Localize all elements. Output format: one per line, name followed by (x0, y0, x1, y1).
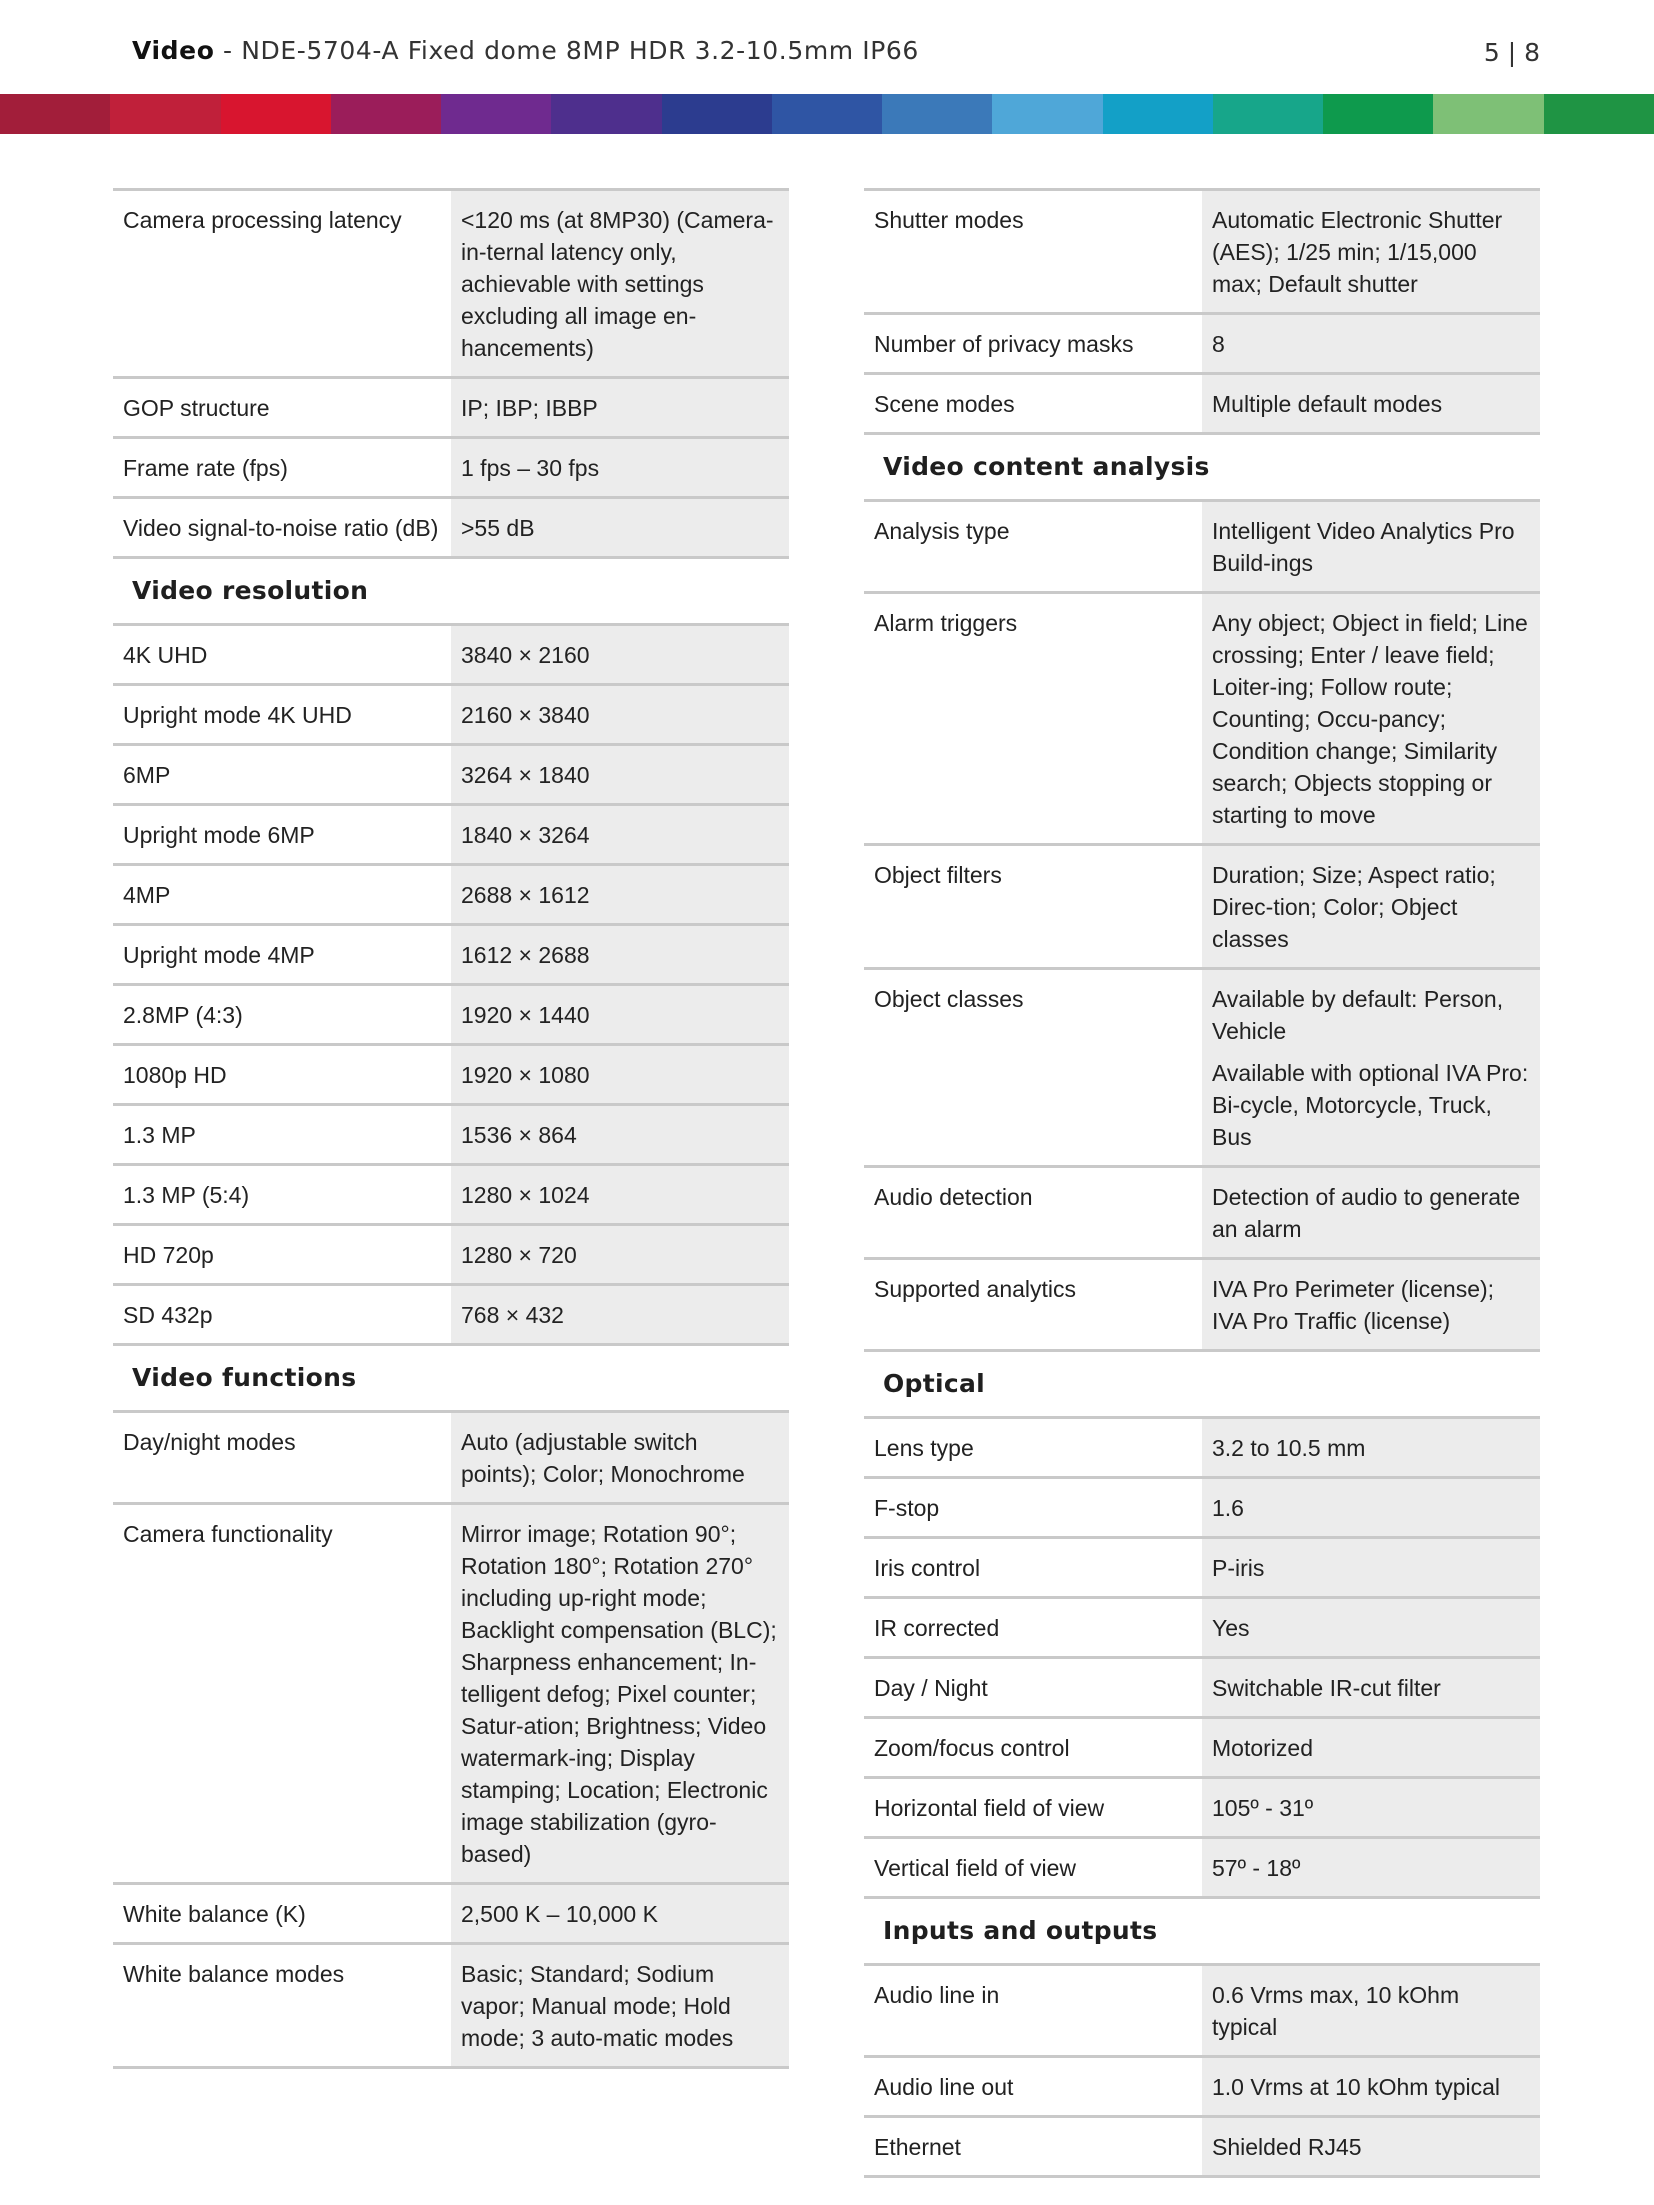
spec-label: Day / Night (864, 1658, 1202, 1718)
spec-value-text: 1920 × 1080 (461, 1062, 590, 1088)
color-band-segment (1103, 94, 1213, 134)
spec-row (113, 1504, 789, 1884)
spec-label: Frame rate (fps) (113, 438, 451, 498)
spec-row (864, 2117, 1540, 2177)
spec-row (113, 1225, 789, 1285)
section-heading-video-content-analysis: Video content analysis (864, 434, 1540, 501)
spec-value (451, 865, 789, 925)
spec-value (1202, 314, 1540, 374)
spec-label: Vertical field of view (864, 1838, 1202, 1898)
spec-row (864, 314, 1540, 374)
spec-value-text: <120 ms (at 8MP30) (Camera-in-ternal latency only, achievable with settings excluding all image en-hancements) (461, 207, 774, 361)
spec-label: Alarm triggers (864, 593, 1202, 845)
spec-value-text: >55 dB (461, 515, 535, 541)
spec-label: Analysis type (864, 501, 1202, 593)
spec-row (864, 1778, 1540, 1838)
spec-row (864, 1965, 1540, 2057)
spec-label: 2.8MP (4:3) (113, 985, 451, 1045)
spec-value-text: Motorized (1212, 1735, 1313, 1761)
spec-value-text: Basic; Standard; Sodium vapor; Manual mode; Hold mode; 3 auto-matic modes (461, 1961, 734, 2051)
spec-value-text: 1280 × 1024 (461, 1182, 590, 1208)
spec-row (864, 1167, 1540, 1259)
spec-label: Camera processing latency (113, 190, 451, 378)
spec-label: Audio line out (864, 2057, 1202, 2117)
right-spec-table (864, 188, 1540, 2178)
page-number: 5 | 8 (1483, 38, 1540, 67)
spec-label: White balance modes (113, 1944, 451, 2068)
spec-row (113, 498, 789, 558)
spec-value (451, 1944, 789, 2068)
spec-value-text: Multiple default modes (1212, 391, 1443, 417)
spec-value-text: Auto (adjustable switch points); Color; Monochrome (461, 1429, 745, 1487)
spec-value (1202, 1718, 1540, 1778)
spec-value-text: 8 (1212, 331, 1225, 357)
spec-value-text: Any object; Object in field; Line crossing; Enter / leave field; Loiter-ing; Follow route; Counting; Occu-pancy; Condition change; Similarity search; Objects stopping or starting to move (1212, 610, 1528, 828)
spec-row (113, 925, 789, 985)
spec-label: Supported analytics (864, 1259, 1202, 1351)
spec-label: Object filters (864, 845, 1202, 969)
spec-row (113, 805, 789, 865)
spec-value (1202, 1658, 1540, 1718)
spec-value-text: 1.6 (1212, 1495, 1244, 1521)
spec-label: Object classes (864, 969, 1202, 1167)
spec-row (113, 1045, 789, 1105)
spec-row (113, 1105, 789, 1165)
color-band-segment (0, 94, 110, 134)
spec-row (113, 1884, 789, 1944)
spec-value-text: IVA Pro Perimeter (license); IVA Pro Traffic (license) (1212, 1276, 1495, 1334)
spec-value (451, 190, 789, 378)
spec-row (864, 1598, 1540, 1658)
spec-value (451, 1884, 789, 1944)
spec-label: Iris control (864, 1538, 1202, 1598)
spec-value (1202, 374, 1540, 434)
spec-value-text: 105º - 31º (1212, 1795, 1314, 1821)
spec-row (864, 190, 1540, 314)
spec-row (864, 845, 1540, 969)
spec-value (451, 1225, 789, 1285)
spec-value-text: 1 fps – 30 fps (461, 455, 600, 481)
spec-value-text: P-iris (1212, 1555, 1265, 1581)
spec-value (451, 625, 789, 685)
spec-value-text: 2,500 K – 10,000 K (461, 1901, 658, 1927)
spec-value-text: 0.6 Vrms max, 10 kOhm typical (1212, 1982, 1460, 2040)
spec-value (451, 1504, 789, 1884)
spec-value (451, 1412, 789, 1504)
spec-label: White balance (K) (113, 1884, 451, 1944)
spec-label: 4K UHD (113, 625, 451, 685)
spec-value (451, 925, 789, 985)
document-title-category: Video (132, 36, 215, 65)
spec-row (113, 1165, 789, 1225)
spec-row (113, 865, 789, 925)
spec-value (1202, 1167, 1540, 1259)
spec-value-text: Switchable IR-cut filter (1212, 1675, 1441, 1701)
spec-value (1202, 1259, 1540, 1351)
spec-value (451, 1165, 789, 1225)
spec-value-text: 3264 × 1840 (461, 762, 590, 788)
color-band-segment (662, 94, 772, 134)
spec-row (113, 985, 789, 1045)
spec-label: Upright mode 6MP (113, 805, 451, 865)
spec-label: Horizontal field of view (864, 1778, 1202, 1838)
spec-value-text: 3.2 to 10.5 mm (1212, 1435, 1366, 1461)
color-band-segment (551, 94, 661, 134)
spec-value-text: 1280 × 720 (461, 1242, 577, 1268)
spec-value (1202, 1478, 1540, 1538)
right-spec-column (864, 188, 1540, 2178)
spec-value-text: Intelligent Video Analytics Pro Build-ings (1212, 518, 1515, 576)
spec-row (864, 969, 1540, 1167)
spec-value (451, 745, 789, 805)
color-band-segment (1213, 94, 1323, 134)
spec-value-text: 768 × 432 (461, 1302, 564, 1328)
brand-color-band (0, 94, 1654, 134)
spec-row (864, 374, 1540, 434)
color-band-segment (772, 94, 882, 134)
section-heading-optical: Optical (864, 1351, 1540, 1418)
spec-value-text: 3840 × 2160 (461, 642, 590, 668)
color-band-segment (992, 94, 1102, 134)
color-band-segment (1544, 94, 1654, 134)
spec-value (1202, 845, 1540, 969)
color-band-segment (1323, 94, 1433, 134)
color-band-segment (882, 94, 992, 134)
spec-value (451, 685, 789, 745)
left-spec-table (113, 188, 789, 2069)
spec-value (1202, 501, 1540, 593)
spec-label: Upright mode 4K UHD (113, 685, 451, 745)
color-band-segment (110, 94, 220, 134)
section-heading-row (864, 1898, 1540, 1965)
spec-row (113, 1285, 789, 1345)
spec-label: Number of privacy masks (864, 314, 1202, 374)
spec-value-text: 1920 × 1440 (461, 1002, 590, 1028)
spec-label: HD 720p (113, 1225, 451, 1285)
spec-value-text: 57º - 18º (1212, 1855, 1301, 1881)
spec-label: Audio line in (864, 1965, 1202, 2057)
spec-row (864, 1838, 1540, 1898)
spec-value (1202, 1778, 1540, 1838)
spec-label: Lens type (864, 1418, 1202, 1478)
section-heading-video-resolution: Video resolution (113, 558, 789, 625)
spec-value (1202, 593, 1540, 845)
spec-label: GOP structure (113, 378, 451, 438)
spec-label: 1080p HD (113, 1045, 451, 1105)
spec-row (864, 1478, 1540, 1538)
spec-value-text: 1.0 Vrms at 10 kOhm typical (1212, 2074, 1501, 2100)
spec-value (1202, 1418, 1540, 1478)
spec-value (1202, 969, 1540, 1167)
spec-label: Upright mode 4MP (113, 925, 451, 985)
spec-row (864, 2057, 1540, 2117)
spec-label: Shutter modes (864, 190, 1202, 314)
spec-value (1202, 2057, 1540, 2117)
spec-row (113, 190, 789, 378)
spec-label: Audio detection (864, 1167, 1202, 1259)
spec-value (451, 985, 789, 1045)
spec-row (113, 685, 789, 745)
spec-row (113, 378, 789, 438)
spec-label: F-stop (864, 1478, 1202, 1538)
page-header (0, 0, 1654, 94)
spec-row (113, 625, 789, 685)
spec-label: IR corrected (864, 1598, 1202, 1658)
spec-value-text: Mirror image; Rotation 90°; Rotation 180°; Rotation 270° including up-right mode; Backlight compensation (BLC); Sharpness enhancement; In-telligent defog; Pixel counter; Satur-ation; Brightness; Video watermark-ing; Display stamping; Location; Electronic image stabilization (gyro-based) (461, 1521, 777, 1867)
table-bottom-rule (113, 2068, 789, 2070)
spec-row (864, 1259, 1540, 1351)
spec-value (451, 1285, 789, 1345)
section-heading-row (864, 1351, 1540, 1418)
spec-value-text: 1840 × 3264 (461, 822, 590, 848)
spec-row (864, 1538, 1540, 1598)
color-band-segment (1433, 94, 1543, 134)
spec-value (451, 498, 789, 558)
spec-value (451, 438, 789, 498)
spec-value (1202, 1538, 1540, 1598)
spec-value (1202, 1838, 1540, 1898)
left-spec-column (113, 188, 789, 2069)
color-band-segment (331, 94, 441, 134)
spec-row (864, 1418, 1540, 1478)
spec-label: Video signal-to-noise ratio (dB) (113, 498, 451, 558)
section-heading-row (864, 434, 1540, 501)
spec-row (864, 1718, 1540, 1778)
section-heading-inputs-and-outputs: Inputs and outputs (864, 1898, 1540, 1965)
document-title (132, 36, 919, 65)
section-heading-video-functions: Video functions (113, 1345, 789, 1412)
spec-label: Camera functionality (113, 1504, 451, 1884)
spec-label: 1.3 MP (113, 1105, 451, 1165)
spec-value (451, 805, 789, 865)
spec-label: 1.3 MP (5:4) (113, 1165, 451, 1225)
spec-value (1202, 190, 1540, 314)
spec-row (113, 1412, 789, 1504)
spec-value-text: Detection of audio to generate an alarm (1212, 1184, 1521, 1242)
spec-row (113, 438, 789, 498)
spec-value-text: 2160 × 3840 (461, 702, 590, 728)
spec-value-text: 1536 × 864 (461, 1122, 577, 1148)
spec-value-text: Available with optional IVA Pro: Bi-cycle, Motorcycle, Truck, Bus (1212, 1060, 1529, 1150)
spec-value (1202, 1965, 1540, 2057)
spec-row (113, 1944, 789, 2068)
spec-label: 6MP (113, 745, 451, 805)
table-bottom-rule (864, 2177, 1540, 2179)
spec-row (864, 593, 1540, 845)
spec-label: Scene modes (864, 374, 1202, 434)
spec-label: Day/night modes (113, 1412, 451, 1504)
spec-label: Ethernet (864, 2117, 1202, 2177)
spec-value (1202, 1598, 1540, 1658)
spec-value (451, 1045, 789, 1105)
spec-value-text: Available by default: Person, Vehicle (1212, 986, 1504, 1044)
spec-row (864, 501, 1540, 593)
section-heading-row (113, 1345, 789, 1412)
document-title-product: - NDE-5704-A Fixed dome 8MP HDR 3.2-10.5mm IP66 (214, 36, 919, 65)
spec-row (113, 745, 789, 805)
spec-value (451, 1105, 789, 1165)
spec-row (864, 1658, 1540, 1718)
spec-label: Zoom/focus control (864, 1718, 1202, 1778)
color-band-segment (441, 94, 551, 134)
spec-value (1202, 2117, 1540, 2177)
color-band-segment (221, 94, 331, 134)
spec-value-text: 2688 × 1612 (461, 882, 590, 908)
spec-value-text: 1612 × 2688 (461, 942, 590, 968)
spec-value-text: Duration; Size; Aspect ratio; Direc-tion; Color; Object classes (1212, 862, 1496, 952)
spec-value-text: Automatic Electronic Shutter (AES); 1/25 min; 1/15,000 max; Default shutter (1212, 207, 1503, 297)
spec-value-text: Yes (1212, 1615, 1250, 1641)
spec-value-text: Shielded RJ45 (1212, 2134, 1362, 2160)
section-heading-row (113, 558, 789, 625)
spec-value-text: IP; IBP; IBBP (461, 395, 598, 421)
spec-label: 4MP (113, 865, 451, 925)
spec-label: SD 432p (113, 1285, 451, 1345)
spec-value (451, 378, 789, 438)
